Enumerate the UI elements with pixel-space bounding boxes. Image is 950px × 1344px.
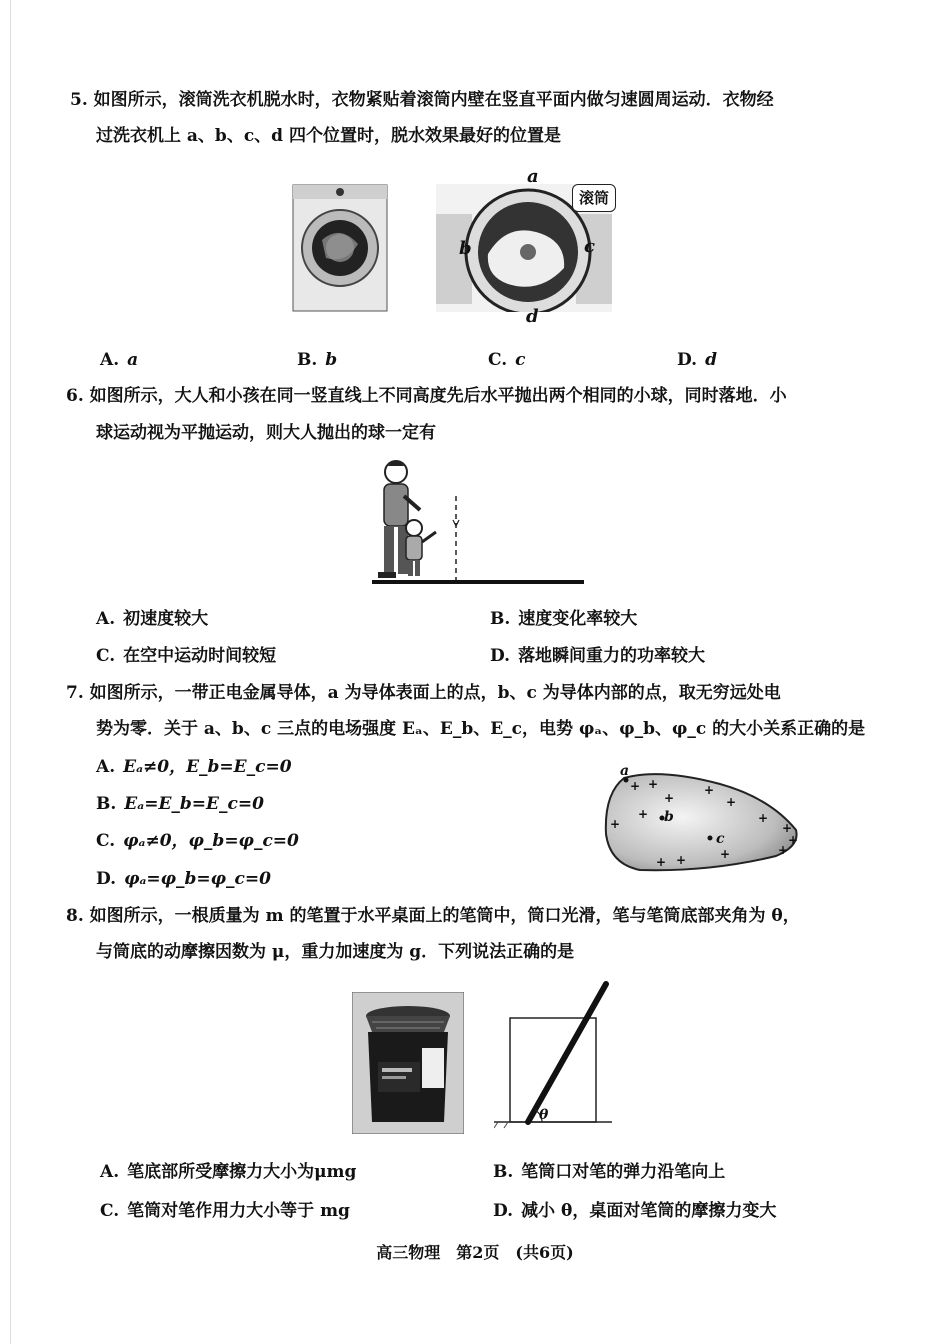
q8-option-b: B. 笔筒口对笔的弹力沿笔向上	[493, 1162, 726, 1182]
fig5-label-d: d	[526, 306, 539, 327]
q5-option-c: C. c	[488, 350, 526, 370]
q5-number: 5.	[70, 90, 88, 110]
q6-number: 6.	[66, 386, 84, 406]
q5-option-a: A. a	[100, 350, 139, 370]
svg-text:+: +	[638, 807, 649, 821]
q6-line1	[66, 385, 787, 407]
fig5-drum-label: 滚筒	[572, 184, 616, 212]
q6-text2: 球运动视为平抛运动，则大人抛出的球一定有	[96, 423, 436, 443]
svg-text:+: +	[648, 777, 659, 791]
q8-text1: 如图所示，一根质量为 m 的笔置于水平桌面上的笔筒中，筒口光滑，笔与笔筒底部夹角为 θ，	[89, 906, 800, 926]
svg-text:+: +	[782, 821, 793, 835]
q8-text2: 与筒底的动摩擦因数为 μ，重力加速度为 g．下列说法正确的是	[96, 942, 575, 962]
throwing-figure	[370, 456, 586, 588]
point-c-dot	[708, 836, 713, 841]
fig5-label-b: b	[459, 238, 472, 259]
fig7-label-b: b	[664, 809, 674, 825]
q8-option-d: D. 减小 θ，桌面对笔筒的摩擦力变大	[493, 1201, 777, 1221]
q6-option-c: C. 在空中运动时间较短	[96, 646, 277, 666]
q7-option-d: D. φₐ=φ_b=φ_c=0	[96, 869, 271, 889]
scan-edge	[10, 0, 11, 1344]
page-footer: 高三物理 第2页 (共6页)	[376, 1243, 574, 1262]
q7-line1	[66, 682, 781, 704]
q7-option-b: B. Eₐ=E_b=E_c=0	[96, 794, 264, 814]
q7-option-c: C. φₐ≠0，φ_b=φ_c=0	[96, 831, 299, 851]
washing-machine-photo	[292, 184, 388, 312]
svg-text:+: +	[726, 795, 737, 809]
svg-text:+: +	[704, 783, 715, 797]
svg-text:+: +	[664, 791, 675, 805]
svg-text:+: +	[610, 817, 621, 831]
svg-text:+: +	[630, 779, 641, 793]
q8-line1	[66, 905, 800, 927]
pen-diagram	[494, 980, 618, 1132]
q7-text1: 如图所示，一带正电金属导体，a 为导体表面上的点，b、c 为导体内部的点，取无穷远处电	[89, 683, 781, 703]
q5-option-d: D. d	[677, 350, 717, 370]
q5-option-b: B. b	[297, 350, 338, 370]
fig5-label-c: c	[584, 236, 595, 257]
q8-number: 8.	[66, 906, 84, 926]
q7-option-a: A. Eₐ≠0，E_b=E_c=0	[96, 757, 292, 777]
svg-text:+: +	[758, 811, 769, 825]
q6-option-b: B. 速度变化率较大	[490, 609, 638, 629]
svg-text:+: +	[778, 843, 789, 857]
q6-option-a: A. 初速度较大	[96, 609, 209, 629]
q7-text2: 势为零．关于 a、b、c 三点的电场强度 Eₐ、E_b、E_c，电势 φₐ、φ_b、φ_c 的大小关系正确的是	[96, 719, 866, 739]
q8-option-a: A. 笔底部所受摩擦力大小为μmg	[100, 1162, 357, 1182]
svg-text:+: +	[676, 853, 687, 867]
svg-text:+: +	[656, 855, 667, 869]
q5-line1	[70, 89, 774, 111]
fig8-theta-label: θ	[539, 1107, 549, 1123]
q6-text1: 如图所示，大人和小孩在同一竖直线上不同高度先后水平抛出两个相同的小球，同时落地．小	[89, 386, 787, 406]
fig7-label-a: a	[620, 763, 630, 779]
conductor-figure	[600, 764, 806, 876]
svg-text:+: +	[720, 847, 731, 861]
q6-option-d: D. 落地瞬间重力的功率较大	[490, 646, 706, 666]
pen-holder-photo	[352, 992, 464, 1134]
fig5-label-a: a	[527, 166, 539, 187]
q7-number: 7.	[66, 683, 84, 703]
svg-text:+: +	[788, 833, 799, 847]
fig7-label-c: c	[716, 831, 725, 847]
q5-text1: 如图所示，滚筒洗衣机脱水时，衣物紧贴着滚筒内壁在竖直平面内做匀速圆周运动．衣物经	[93, 90, 774, 110]
q8-option-c: C. 笔筒对笔作用力大小等于 mg	[100, 1201, 350, 1221]
q5-text2: 过洗衣机上 a、b、c、d 四个位置时，脱水效果最好的位置是	[96, 126, 561, 146]
